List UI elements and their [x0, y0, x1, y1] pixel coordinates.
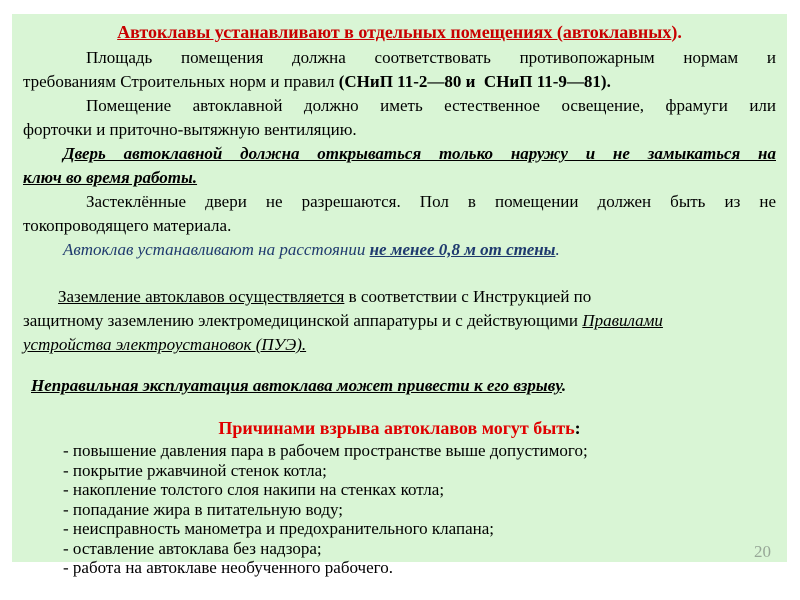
paragraph-floor-line2: токопроводящего материала. — [23, 216, 232, 235]
spacer — [23, 262, 776, 285]
causes-list — [23, 441, 776, 578]
paragraph-floor-line1: Застеклённые двери не разрешаются. Пол в помещении должен быть из не — [86, 192, 776, 211]
paragraph-grounding-line3: устройства электроустановок (ПУЭ). — [23, 335, 307, 354]
heading-explosion-causes: Причинами взрыва автоклавов могут быть: — [218, 418, 581, 438]
pue-reference: Правилами — [582, 311, 663, 330]
paragraph-fire-safety-line2: требованиям Строительных норм и правил (СНиП 11-2—80 и СНиП 11-9—81). — [23, 72, 611, 91]
slide-canvas — [12, 14, 787, 577]
paragraph-lighting-line1: Помещение автоклавной должно иметь естественное освещение, фрамуги или — [86, 96, 776, 115]
cause-item-2: - покрытие ржавчиной стенок котла; — [63, 460, 327, 480]
paragraph-fire-safety — [23, 46, 776, 94]
cause-item-7: - работа на автоклаве необученного рабочего. — [63, 558, 393, 577]
slide-title-underlined: Автоклавы устанавливают в отдельных помещениях (автоклавных — [117, 22, 672, 42]
paragraph-distance: Автоклав устанавливают на расстоянии не менее 0,8 м от стены. — [63, 240, 560, 259]
paragraph-fire-safety-line1: Площадь помещения должна соответствовать противопожарным нормам и — [86, 48, 776, 67]
spacer — [23, 398, 776, 415]
snip-codes: (СНиП 11-2—80 и СНиП 11-9—81). — [338, 72, 611, 91]
heading-colon: : — [574, 418, 581, 438]
cause-item-1: - повышение давления пара в рабочем пространстве выше допустимого; — [63, 441, 588, 460]
paragraph-grounding — [23, 285, 776, 357]
paragraph-lighting — [23, 94, 776, 142]
paragraph-grounding-line2: защитному заземлению электромедицинской аппаратуры и с действующими Правилами — [23, 311, 663, 330]
cause-item-4: - попадание жира в питательную воду; — [63, 499, 344, 519]
slide-title-tail: ). — [671, 22, 682, 42]
paragraph-lighting-line2: форточки и приточно-вытяжную вентиляцию. — [23, 120, 357, 139]
paragraph-warning: Неправильная эксплуатация автоклава может привести к его взрыву. — [31, 376, 567, 395]
spacer — [23, 357, 776, 374]
cause-item-3: - накопление толстого слоя накипи на стенках котла; — [63, 480, 445, 499]
paragraph-door-rule-line2: ключ во время работы. — [23, 168, 198, 187]
distance-requirement: не менее 0,8 м от стены — [369, 240, 556, 259]
cause-item-5: - неисправность манометра и предохранительного клапана; — [63, 519, 494, 538]
cause-item-6: - оставление автоклава без надзора; — [63, 538, 322, 558]
slide-title — [23, 19, 776, 46]
paragraph-door-rule-line1: Дверь автоклавной должна открываться только наружу и не замыкаться на — [63, 144, 776, 163]
paragraph-grounding-line1: Заземление автоклавов осуществляется в соответствии с Инструкцией по — [58, 287, 592, 306]
paragraph-floor — [23, 190, 776, 238]
paragraph-door-rule — [23, 142, 776, 190]
page-number: 20 — [754, 542, 771, 561]
